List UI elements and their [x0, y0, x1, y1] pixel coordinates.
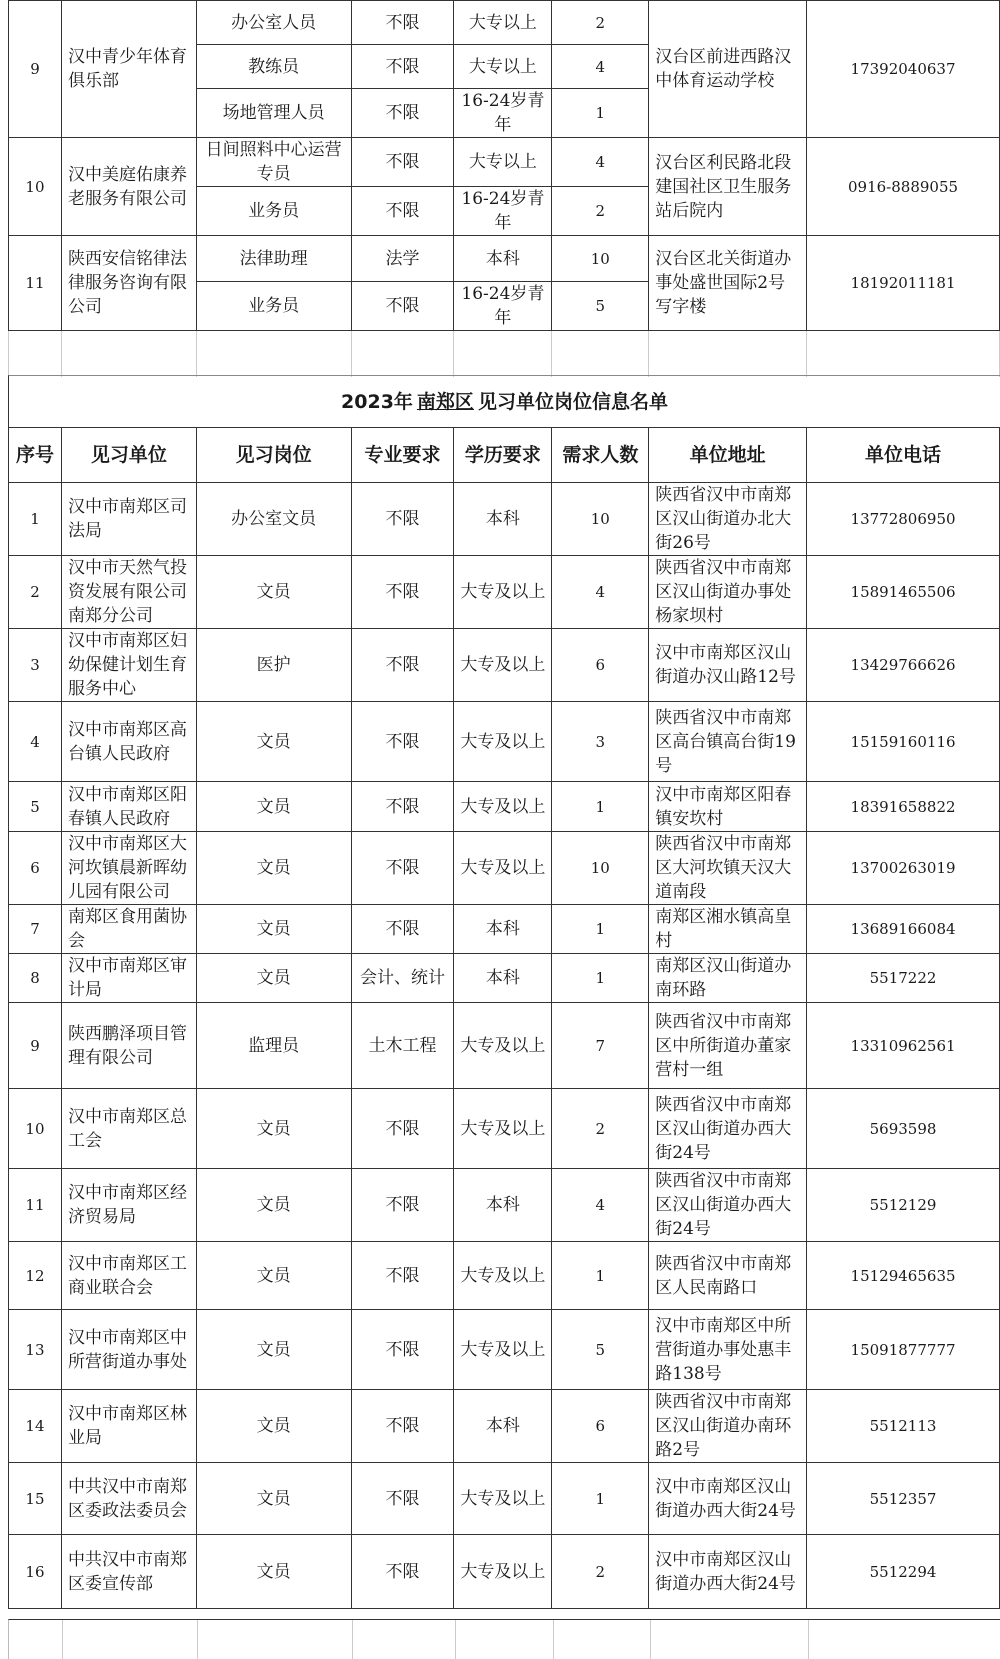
cell-seq: 7	[9, 905, 62, 954]
cell-edu: 大专及以上	[454, 556, 552, 629]
cell-edu: 大专及以上	[454, 1089, 552, 1169]
cell-seq: 10	[9, 138, 62, 236]
cell-edu: 16-24岁青年	[454, 89, 552, 138]
cell-major: 不限	[351, 1169, 454, 1242]
cell-unit: 汉中青少年体育俱乐部	[61, 1, 196, 138]
header-major: 专业要求	[351, 428, 454, 483]
cell-count: 10	[552, 483, 649, 556]
cell-unit: 汉中市南郑区大河坎镇晨新晖幼儿园有限公司	[61, 832, 196, 905]
cell-count: 10	[552, 236, 649, 282]
cell-unit: 汉中市南郑区妇幼保健计划生育服务中心	[61, 629, 196, 702]
cell-unit: 陕西鹏泽项目管理有限公司	[61, 1003, 196, 1089]
table-row	[9, 236, 1000, 282]
cell-edu: 大专及以上	[454, 1242, 552, 1310]
section-title	[8, 375, 1000, 427]
cell-address: 陕西省汉中市南郑区汉山街道办南环路2号	[649, 1390, 807, 1463]
cell-unit: 汉中市南郑区中所营街道办事处	[61, 1310, 196, 1390]
table-row	[9, 1242, 1000, 1310]
cell-phone: 13429766626	[807, 629, 1000, 702]
cell-count: 2	[552, 187, 649, 236]
cell-major: 不限	[351, 282, 454, 331]
title-rest: 见习单位岗位信息名单	[477, 391, 668, 413]
cell-phone: 5517222	[807, 954, 1000, 1003]
cell-count: 1	[552, 1242, 649, 1310]
cell-major: 不限	[351, 832, 454, 905]
cell-count: 1	[552, 782, 649, 832]
cell-unit: 汉中市南郑区总工会	[61, 1089, 196, 1169]
cell-count: 4	[552, 45, 649, 89]
table-row	[9, 782, 1000, 832]
cell-seq: 9	[9, 1003, 62, 1089]
cell-address: 汉中市南郑区阳春镇安坎村	[649, 782, 807, 832]
cell-post: 业务员	[196, 282, 351, 331]
cell-edu: 本科	[454, 1390, 552, 1463]
cell-phone: 18192011181	[807, 236, 1000, 331]
cell-major: 不限	[351, 1463, 454, 1535]
cell-seq: 5	[9, 782, 62, 832]
cell-seq: 16	[9, 1535, 62, 1609]
cell-post: 文员	[196, 905, 351, 954]
cell-phone: 17392040637	[807, 1, 1000, 138]
cell-address: 汉中市南郑区汉山街道办汉山路12号	[649, 629, 807, 702]
table-row	[9, 629, 1000, 702]
cell-count: 4	[552, 1169, 649, 1242]
cell-phone: 18391658822	[807, 782, 1000, 832]
cell-phone: 5512129	[807, 1169, 1000, 1242]
cell-major: 不限	[351, 1242, 454, 1310]
cell-post: 文员	[196, 1242, 351, 1310]
cell-major: 会计、统计	[351, 954, 454, 1003]
cell-unit: 中共汉中市南郑区委政法委员会	[61, 1463, 196, 1535]
cell-major: 不限	[351, 89, 454, 138]
table-row	[9, 556, 1000, 629]
cell-major: 不限	[351, 1390, 454, 1463]
cell-post: 教练员	[196, 45, 351, 89]
cell-phone: 5512294	[807, 1535, 1000, 1609]
cell-seq: 3	[9, 629, 62, 702]
cell-address: 南郑区汉山街道办南环路	[649, 954, 807, 1003]
cell-post: 文员	[196, 1169, 351, 1242]
cell-address: 汉台区利民路北段建国社区卫生服务站后院内	[649, 138, 807, 236]
cell-seq: 4	[9, 702, 62, 782]
cell-post: 场地管理人员	[196, 89, 351, 138]
cell-count: 10	[552, 832, 649, 905]
cell-address: 陕西省汉中市南郑区人民南路口	[649, 1242, 807, 1310]
cell-seq: 12	[9, 1242, 62, 1310]
empty-cell	[196, 331, 351, 377]
grid-line	[808, 1620, 809, 1659]
cell-edu: 大专以上	[454, 138, 552, 187]
cell-address: 汉台区北关街道办事处盛世国际2号写字楼	[649, 236, 807, 331]
header-count: 需求人数	[552, 428, 649, 483]
cell-major: 不限	[351, 187, 454, 236]
cell-seq: 2	[9, 556, 62, 629]
empty-cell	[454, 331, 552, 377]
cell-address: 汉中市南郑区汉山街道办西大街24号	[649, 1535, 807, 1609]
header-post: 见习岗位	[196, 428, 351, 483]
cell-major: 不限	[351, 1310, 454, 1390]
cell-count: 3	[552, 702, 649, 782]
cell-post: 文员	[196, 1535, 351, 1609]
cell-seq: 15	[9, 1463, 62, 1535]
empty-cell	[552, 331, 649, 377]
cell-edu: 16-24岁青年	[454, 187, 552, 236]
grid-line	[553, 1620, 554, 1659]
cell-major: 不限	[351, 483, 454, 556]
cell-unit: 中共汉中市南郑区委宣传部	[61, 1535, 196, 1609]
cell-major: 不限	[351, 905, 454, 954]
empty-cell	[351, 331, 454, 377]
cell-address: 汉台区前进西路汉中体育运动学校	[649, 1, 807, 138]
cell-edu: 大专及以上	[454, 1535, 552, 1609]
cell-seq: 11	[9, 1169, 62, 1242]
cell-major: 不限	[351, 1535, 454, 1609]
table-row	[9, 832, 1000, 905]
cell-edu: 大专及以上	[454, 782, 552, 832]
cell-seq: 11	[9, 236, 62, 331]
cell-major: 不限	[351, 782, 454, 832]
header-row	[9, 428, 1000, 483]
cell-major: 不限	[351, 1, 454, 45]
cell-edu: 本科	[454, 1169, 552, 1242]
cell-address: 陕西省汉中市南郑区汉山街道办西大街24号	[649, 1169, 807, 1242]
cell-post: 文员	[196, 832, 351, 905]
cell-major: 法学	[351, 236, 454, 282]
empty-row	[9, 331, 1000, 377]
cell-phone: 5512113	[807, 1390, 1000, 1463]
cell-unit: 南郑区食用菌协会	[61, 905, 196, 954]
cell-post: 文员	[196, 1089, 351, 1169]
cell-address: 陕西省汉中市南郑区汉山街道办北大街26号	[649, 483, 807, 556]
table-row	[9, 1003, 1000, 1089]
cell-seq: 8	[9, 954, 62, 1003]
cell-major: 不限	[351, 556, 454, 629]
grid-line	[62, 1620, 63, 1659]
cell-edu: 16-24岁青年	[454, 282, 552, 331]
table-row	[9, 1535, 1000, 1609]
cell-unit: 陕西安信铭律法律服务咨询有限公司	[61, 236, 196, 331]
cell-edu: 本科	[454, 236, 552, 282]
cell-post: 业务员	[196, 187, 351, 236]
cell-address: 汉中市南郑区中所营街道办事处惠丰路138号	[649, 1310, 807, 1390]
cell-phone: 5512357	[807, 1463, 1000, 1535]
cell-phone: 15129465635	[807, 1242, 1000, 1310]
cell-post: 文员	[196, 556, 351, 629]
table-row	[9, 1390, 1000, 1463]
cell-post: 监理员	[196, 1003, 351, 1089]
cell-address: 陕西省汉中市南郑区汉山街道办事处杨家坝村	[649, 556, 807, 629]
table-row	[9, 1169, 1000, 1242]
cell-unit: 汉中市南郑区司法局	[61, 483, 196, 556]
table-row	[9, 702, 1000, 782]
cell-unit: 汉中市南郑区工商业联合会	[61, 1242, 196, 1310]
cell-seq: 1	[9, 483, 62, 556]
cell-address: 汉中市南郑区汉山街道办西大街24号	[649, 1463, 807, 1535]
cell-post: 文员	[196, 1463, 351, 1535]
cell-phone: 15159160116	[807, 702, 1000, 782]
cell-seq: 9	[9, 1, 62, 138]
title-district: 南郑区	[416, 391, 474, 413]
cell-count: 2	[552, 1, 649, 45]
cell-unit: 汉中市南郑区审计局	[61, 954, 196, 1003]
header-seq: 序号	[9, 428, 62, 483]
cell-unit: 汉中市天然气投资发展有限公司南郑分公司	[61, 556, 196, 629]
empty-cell	[9, 331, 62, 377]
cell-unit: 汉中市南郑区林业局	[61, 1390, 196, 1463]
cell-count: 5	[552, 282, 649, 331]
table-row	[9, 905, 1000, 954]
cell-count: 5	[552, 1310, 649, 1390]
cell-edu: 大专及以上	[454, 1463, 552, 1535]
cell-post: 办公室人员	[196, 1, 351, 45]
cell-edu: 大专及以上	[454, 702, 552, 782]
cell-post: 办公室文员	[196, 483, 351, 556]
cell-count: 6	[552, 629, 649, 702]
cell-post: 医护	[196, 629, 351, 702]
cell-count: 6	[552, 1390, 649, 1463]
table-row	[9, 1, 1000, 45]
cell-address: 陕西省汉中市南郑区大河坎镇天汉大道南段	[649, 832, 807, 905]
cell-seq: 13	[9, 1310, 62, 1390]
cell-post: 文员	[196, 782, 351, 832]
cell-edu: 本科	[454, 954, 552, 1003]
cell-edu: 本科	[454, 483, 552, 556]
cell-phone: 0916-8889055	[807, 138, 1000, 236]
cell-post: 法律助理	[196, 236, 351, 282]
cell-phone: 5693598	[807, 1089, 1000, 1169]
cell-unit: 汉中市南郑区阳春镇人民政府	[61, 782, 196, 832]
cell-seq: 6	[9, 832, 62, 905]
table-row	[9, 954, 1000, 1003]
cell-major: 不限	[351, 629, 454, 702]
header-phone: 单位电话	[807, 428, 1000, 483]
cell-phone: 13700263019	[807, 832, 1000, 905]
empty-cell	[61, 331, 196, 377]
grid-line	[352, 1620, 353, 1659]
cell-address: 陕西省汉中市南郑区高台镇高台街19号	[649, 702, 807, 782]
cell-edu: 大专及以上	[454, 1310, 552, 1390]
cell-count: 7	[552, 1003, 649, 1089]
cell-phone: 13310962561	[807, 1003, 1000, 1089]
cell-unit: 汉中美庭佑康养老服务有限公司	[61, 138, 196, 236]
cell-seq: 14	[9, 1390, 62, 1463]
cell-edu: 大专及以上	[454, 832, 552, 905]
grid-line	[650, 1620, 651, 1659]
cell-address: 陕西省汉中市南郑区中所街道办董家营村一组	[649, 1003, 807, 1089]
cell-address: 陕西省汉中市南郑区汉山街道办西大街24号	[649, 1089, 807, 1169]
cell-phone: 15891465506	[807, 556, 1000, 629]
empty-cell	[649, 331, 807, 377]
cell-count: 2	[552, 1535, 649, 1609]
cell-address: 南郑区湘水镇高皇村	[649, 905, 807, 954]
cell-seq: 10	[9, 1089, 62, 1169]
title-year: 2023年	[341, 391, 413, 413]
cell-edu: 大专以上	[454, 1, 552, 45]
header-address: 单位地址	[649, 428, 807, 483]
cell-post: 文员	[196, 954, 351, 1003]
cell-count: 1	[552, 1463, 649, 1535]
cell-major: 不限	[351, 1089, 454, 1169]
cell-post: 文员	[196, 1310, 351, 1390]
cell-phone: 13772806950	[807, 483, 1000, 556]
cell-major: 不限	[351, 138, 454, 187]
cell-count: 4	[552, 138, 649, 187]
empty-grid-row	[8, 1619, 1000, 1659]
grid-line	[197, 1620, 198, 1659]
cell-major: 不限	[351, 45, 454, 89]
header-edu: 学历要求	[454, 428, 552, 483]
cell-post: 文员	[196, 1390, 351, 1463]
cell-post: 日间照料中心运营专员	[196, 138, 351, 187]
grid-line	[455, 1620, 456, 1659]
nanzheng-internship-table	[8, 427, 1000, 1609]
cell-phone: 13689166084	[807, 905, 1000, 954]
cell-edu: 大专及以上	[454, 1003, 552, 1089]
cell-edu: 大专及以上	[454, 629, 552, 702]
cell-major: 土木工程	[351, 1003, 454, 1089]
cell-unit: 汉中市南郑区高台镇人民政府	[61, 702, 196, 782]
cell-count: 2	[552, 1089, 649, 1169]
cell-unit: 汉中市南郑区经济贸易局	[61, 1169, 196, 1242]
cell-count: 1	[552, 89, 649, 138]
table-row	[9, 1089, 1000, 1169]
table-row	[9, 1463, 1000, 1535]
header-unit: 见习单位	[61, 428, 196, 483]
cell-count: 1	[552, 954, 649, 1003]
table-row	[9, 138, 1000, 187]
cell-post: 文员	[196, 702, 351, 782]
cell-count: 4	[552, 556, 649, 629]
cell-edu: 本科	[454, 905, 552, 954]
cell-phone: 15091877777	[807, 1310, 1000, 1390]
empty-cell	[807, 331, 1000, 377]
table-row	[9, 1310, 1000, 1390]
cell-count: 1	[552, 905, 649, 954]
table-row	[9, 483, 1000, 556]
previous-district-table	[8, 0, 1000, 377]
cell-major: 不限	[351, 702, 454, 782]
cell-edu: 大专以上	[454, 45, 552, 89]
